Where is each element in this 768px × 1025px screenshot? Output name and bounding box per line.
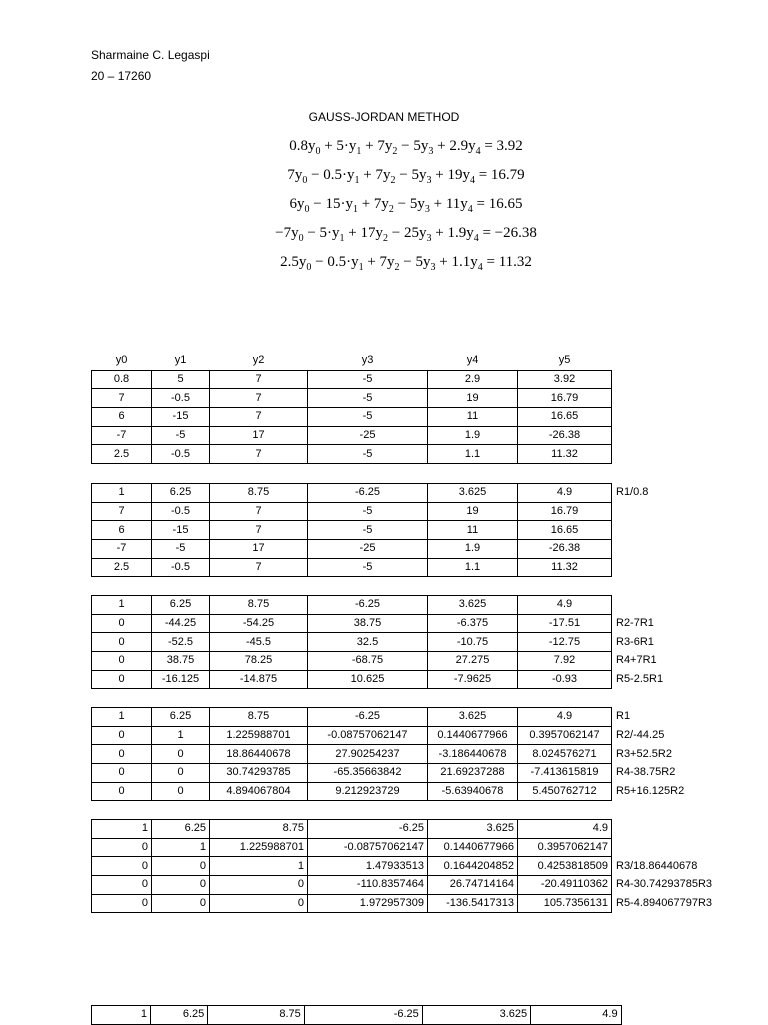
equation-subscript: 3 (428, 146, 433, 157)
equation-term: + 5·y (320, 138, 356, 154)
equation-subscript: 3 (431, 262, 436, 273)
table-cell: -54.25 (210, 614, 308, 633)
table-cell: 0 (92, 876, 152, 895)
table-cell: -17.51 (518, 614, 612, 633)
table-cell: 7 (210, 408, 308, 427)
equation-term: 7y (287, 167, 302, 183)
equation-subscript: 3 (425, 204, 430, 215)
table-cell: 1.225988701 (210, 838, 308, 857)
table-cell: 16.79 (518, 389, 612, 408)
table-cell: 11.32 (518, 558, 612, 577)
table-cell: 0.3957062147 (518, 726, 612, 745)
table-cell: 0 (92, 652, 152, 671)
table-cell: 0.1440677966 (428, 726, 518, 745)
equation-term: − 5·y (304, 225, 340, 241)
table-cell: 18.86440678 (210, 745, 308, 764)
matrix-table (91, 352, 762, 464)
table-cell: 0.8 (92, 370, 152, 389)
table-row (92, 558, 762, 577)
table-cell: 16.79 (518, 502, 612, 521)
table-cell: -5 (308, 408, 428, 427)
table-cell: -5 (308, 445, 428, 464)
row-operation: R3-6R1 (612, 633, 762, 652)
equation-term: − 5y (397, 138, 428, 154)
table-cell: 0 (92, 614, 152, 633)
matrix-table (91, 819, 762, 913)
equation (0, 194, 768, 223)
table-cell: -5 (308, 370, 428, 389)
equation-term: + 17y (345, 225, 383, 241)
table-cell: 27.90254237 (308, 745, 428, 764)
table-cell: 11 (428, 408, 518, 427)
table-cell: 5 (152, 370, 210, 389)
row-operation (612, 408, 762, 427)
table-cell: 32.5 (308, 633, 428, 652)
author-name: Sharmaine C. Legaspi (91, 48, 210, 62)
equation-subscript: 4 (474, 233, 479, 244)
table-cell: 6.25 (152, 596, 210, 615)
table-cell: 6.25 (152, 820, 210, 839)
row-operation: R1 (612, 708, 762, 727)
table-row (92, 726, 762, 745)
matrix-table (91, 483, 762, 577)
table-cell: 1 (152, 838, 210, 857)
equation-subscript: 3 (426, 233, 431, 244)
row-operation (612, 426, 762, 445)
table-row (92, 670, 762, 689)
table-cell: 0 (92, 745, 152, 764)
table-cell: -14.875 (210, 670, 308, 689)
table-cell: -0.5 (152, 445, 210, 464)
equation-subscript: 2 (389, 204, 394, 215)
column-header: y1 (152, 352, 210, 370)
table-cell: 3.625 (428, 820, 518, 839)
table-cell: 1.1 (428, 445, 518, 464)
table-cell: 0.1644204852 (428, 857, 518, 876)
row-operation (621, 1006, 768, 1025)
equation-subscript: 1 (353, 204, 358, 215)
equation-term: − 5y (400, 254, 431, 270)
table-cell: 6 (92, 408, 152, 427)
table-cell: -5 (308, 521, 428, 540)
table-cell: -25 (308, 426, 428, 445)
table-cell: 7 (92, 389, 152, 408)
equation-term: − 0.5·y (311, 254, 358, 270)
table-cell: -10.75 (428, 633, 518, 652)
table-row (92, 745, 762, 764)
equation-term: 6y (289, 196, 304, 212)
equation (0, 223, 768, 252)
table-cell: 3.625 (428, 596, 518, 615)
table-cell: -7.9625 (428, 670, 518, 689)
table-cell: 17 (210, 426, 308, 445)
table-cell: 7 (210, 445, 308, 464)
table-cell: 1.47933513 (308, 857, 428, 876)
table-cell: -5 (308, 389, 428, 408)
table-cell: 3.625 (422, 1006, 530, 1025)
equation-subscript: 2 (395, 262, 400, 273)
spacer (612, 352, 762, 370)
table-row (92, 540, 762, 559)
table-cell: 4.9 (531, 1006, 621, 1025)
table-cell: 2.5 (92, 445, 152, 464)
column-header: y2 (210, 352, 308, 370)
table-cell: -3.186440678 (428, 745, 518, 764)
table-cell: 1 (152, 726, 210, 745)
table-cell: -136.5417313 (428, 894, 518, 913)
table-cell: -0.08757062147 (308, 838, 428, 857)
table-cell: 1.972957309 (308, 894, 428, 913)
table-cell: 8.75 (210, 596, 308, 615)
table-cell: 16.65 (518, 408, 612, 427)
row-operation (612, 502, 762, 521)
table-cell: 4.9 (518, 484, 612, 503)
table-cell: 3.625 (428, 708, 518, 727)
column-header: y4 (428, 352, 518, 370)
equation-subscript: 1 (340, 233, 345, 244)
equation-term: 2.5y (280, 254, 306, 270)
table-row (92, 426, 762, 445)
equation (0, 136, 768, 165)
equation-term: = 16.79 (475, 167, 525, 183)
table-cell: 19 (428, 502, 518, 521)
table-cell: -65.35663842 (308, 764, 428, 783)
equation-subscript: 2 (391, 175, 396, 186)
table-cell: -0.5 (152, 558, 210, 577)
row-operation (612, 838, 762, 857)
row-operation (612, 389, 762, 408)
table-cell: 1 (92, 484, 152, 503)
table-row (92, 484, 762, 503)
table-cell: 8.75 (210, 484, 308, 503)
table-cell: 78.25 (210, 652, 308, 671)
table-row (92, 521, 762, 540)
column-header: y3 (308, 352, 428, 370)
table-row (92, 389, 762, 408)
table-cell: 0 (92, 894, 152, 913)
table-cell: 4.9 (518, 596, 612, 615)
table-cell: -44.25 (152, 614, 210, 633)
matrix-table (91, 1005, 768, 1025)
table-cell: 27.275 (428, 652, 518, 671)
table-cell: 30.74293785 (210, 764, 308, 783)
equation-system (0, 136, 768, 281)
table-cell: -0.93 (518, 670, 612, 689)
table-row (92, 370, 762, 389)
table-cell: 1.1 (428, 558, 518, 577)
row-operation: R5+16.125R2 (612, 782, 762, 801)
table-cell: 0.4253818509 (518, 857, 612, 876)
table-cell: 4.9 (518, 708, 612, 727)
table-cell: -0.5 (152, 389, 210, 408)
row-operation (612, 521, 762, 540)
table-cell: 16.65 (518, 521, 612, 540)
table-row (92, 445, 762, 464)
table-cell: 7 (210, 389, 308, 408)
row-operation: R5-4.894067797R3 (612, 894, 762, 913)
table-cell: 2.9 (428, 370, 518, 389)
row-operation (612, 820, 762, 839)
table-row (92, 876, 762, 895)
table-cell: 0.1440677966 (428, 838, 518, 857)
equation-term: = 16.65 (473, 196, 523, 212)
table-row (92, 614, 762, 633)
table-cell: 7.92 (518, 652, 612, 671)
equation-subscript: 3 (426, 175, 431, 186)
table-cell: 1 (92, 820, 152, 839)
equation-subscript: 0 (315, 146, 320, 157)
table-cell: 0 (210, 876, 308, 895)
row-operation: R2/-44.25 (612, 726, 762, 745)
table-cell: 0 (92, 726, 152, 745)
table-cell: -7 (92, 426, 152, 445)
table-cell: 6.25 (152, 484, 210, 503)
table-cell: 1.225988701 (210, 726, 308, 745)
equation-subscript: 0 (304, 204, 309, 215)
matrix-table (91, 595, 762, 689)
table-cell: 0 (152, 857, 210, 876)
row-operation: R4-30.74293785R3 (612, 876, 762, 895)
table-cell: 4.9 (518, 820, 612, 839)
equation-term: − 5y (396, 167, 427, 183)
table-cell: 1 (92, 1006, 151, 1025)
table-cell: 0 (152, 764, 210, 783)
equation-subscript: 4 (470, 175, 475, 186)
table-cell: 17 (210, 540, 308, 559)
column-header: y5 (518, 352, 612, 370)
table-cell: 0 (92, 838, 152, 857)
table-cell: 0 (210, 894, 308, 913)
table-cell: -5 (308, 558, 428, 577)
row-operation (612, 540, 762, 559)
table-cell: -12.75 (518, 633, 612, 652)
table-row (92, 633, 762, 652)
table-cell: 8.75 (210, 820, 308, 839)
equation-term: − 0.5·y (307, 167, 354, 183)
table-row (92, 708, 762, 727)
table-cell: -6.25 (308, 596, 428, 615)
equation-term: = 3.92 (481, 138, 523, 154)
equation (0, 165, 768, 194)
equation-subscript: 0 (306, 262, 311, 273)
table-cell: 7 (210, 370, 308, 389)
table-cell: 0 (92, 670, 152, 689)
table-cell: 105.7356131 (518, 894, 612, 913)
table-row (92, 1006, 768, 1025)
table-row (92, 652, 762, 671)
table-cell: -26.38 (518, 540, 612, 559)
table-row (92, 764, 762, 783)
table-cell: 38.75 (308, 614, 428, 633)
table-cell: -26.38 (518, 426, 612, 445)
table-row (92, 408, 762, 427)
table-cell: -7 (92, 540, 152, 559)
table-cell: -0.08757062147 (308, 726, 428, 745)
table-cell: 0 (152, 876, 210, 895)
row-operation: R2-7R1 (612, 614, 762, 633)
table-cell: 0.3957062147 (518, 838, 612, 857)
table-cell: 0 (92, 857, 152, 876)
equation-term: = 11.32 (483, 254, 532, 270)
table-cell: 2.5 (92, 558, 152, 577)
equation-term: − 25y (388, 225, 426, 241)
table-cell: -5 (308, 502, 428, 521)
table-row (92, 820, 762, 839)
equation-subscript: 4 (468, 204, 473, 215)
table-cell: 7 (210, 558, 308, 577)
matrix-table (91, 707, 762, 801)
table-cell: 9.212923729 (308, 782, 428, 801)
table-cell: -6.25 (308, 820, 428, 839)
table-row (92, 857, 762, 876)
table-cell: -20.49110362 (518, 876, 612, 895)
table-cell: 19 (428, 389, 518, 408)
equation-term: − 5y (394, 196, 425, 212)
table-cell: 1 (92, 596, 152, 615)
equation-subscript: 1 (359, 262, 364, 273)
equation-term: + 7y (358, 196, 389, 212)
equation-subscript: 1 (356, 146, 361, 157)
equation-term: 0.8y (289, 138, 315, 154)
equation-subscript: 0 (302, 175, 307, 186)
table-row (92, 502, 762, 521)
table-cell: -5 (152, 426, 210, 445)
equation-term: + 7y (364, 254, 395, 270)
table-cell: -52.5 (152, 633, 210, 652)
table-cell: 0 (92, 764, 152, 783)
column-header: y0 (92, 352, 152, 370)
table-cell: 8.75 (210, 708, 308, 727)
table-cell: 8.75 (208, 1006, 304, 1025)
table-cell: 26.74714164 (428, 876, 518, 895)
table-cell: 6.25 (152, 708, 210, 727)
table-cell: 11.32 (518, 445, 612, 464)
table-cell: 38.75 (152, 652, 210, 671)
table-cell: 8.024576271 (518, 745, 612, 764)
equation-term: + 2.9y (433, 138, 475, 154)
equation-subscript: 1 (355, 175, 360, 186)
equation-subscript: 2 (392, 146, 397, 157)
equation-term: + 7y (360, 167, 391, 183)
table-row (92, 782, 762, 801)
equation-term: − 15·y (309, 196, 352, 212)
table-cell: 1 (210, 857, 308, 876)
equation-term: + 11y (430, 196, 468, 212)
equation-subscript: 4 (478, 262, 483, 273)
row-operation: R5-2.5R1 (612, 670, 762, 689)
row-operation (612, 558, 762, 577)
row-operation: R4+7R1 (612, 652, 762, 671)
page-title: GAUSS-JORDAN METHOD (0, 110, 768, 124)
equation (0, 252, 768, 281)
table-cell: -0.5 (152, 502, 210, 521)
table-cell: 0 (92, 782, 152, 801)
table-cell: 7 (210, 502, 308, 521)
table-cell: 0 (92, 633, 152, 652)
table-cell: 6 (92, 521, 152, 540)
equation-term: + 1.9y (431, 225, 473, 241)
table-cell: 1 (92, 708, 152, 727)
equation-term: −7y (275, 225, 298, 241)
equation-term: + 1.1y (436, 254, 478, 270)
table-cell: -110.8357464 (308, 876, 428, 895)
table-cell: 0 (152, 894, 210, 913)
table-cell: 21.69237288 (428, 764, 518, 783)
table-cell: 7 (92, 502, 152, 521)
table-cell: 11 (428, 521, 518, 540)
table-cell: 0 (152, 745, 210, 764)
table-cell: 1.9 (428, 426, 518, 445)
table-cell: 4.894067804 (210, 782, 308, 801)
equation-term: + 19y (431, 167, 469, 183)
table-cell: 6.25 (150, 1006, 207, 1025)
equation-subscript: 0 (299, 233, 304, 244)
table-cell: -5.63940678 (428, 782, 518, 801)
table-cell: 1.9 (428, 540, 518, 559)
table-cell: -6.375 (428, 614, 518, 633)
table-row (92, 838, 762, 857)
table-cell: -6.25 (308, 708, 428, 727)
equation-term: = −26.38 (479, 225, 537, 241)
table-cell: 10.625 (308, 670, 428, 689)
table-cell: -45.5 (210, 633, 308, 652)
table-cell: -25 (308, 540, 428, 559)
table-cell: 7 (210, 521, 308, 540)
equation-term: + 7y (361, 138, 392, 154)
row-operation: R3/18.86440678 (612, 857, 762, 876)
table-cell: 0 (152, 782, 210, 801)
table-row (92, 894, 762, 913)
table-row (92, 596, 762, 615)
equation-subscript: 2 (383, 233, 388, 244)
row-operation: R4-38.75R2 (612, 764, 762, 783)
row-operation: R3+52.5R2 (612, 745, 762, 764)
equation-subscript: 4 (476, 146, 481, 157)
row-operation: R1/0.8 (612, 484, 762, 503)
row-operation (612, 596, 762, 615)
table-cell: -7.413615819 (518, 764, 612, 783)
table-cell: -6.25 (304, 1006, 422, 1025)
row-operation (612, 370, 762, 389)
table-cell: 3.92 (518, 370, 612, 389)
table-cell: -68.75 (308, 652, 428, 671)
row-operation (612, 445, 762, 464)
table-cell: -16.125 (152, 670, 210, 689)
table-cell: -15 (152, 521, 210, 540)
table-cell: 5.450762712 (518, 782, 612, 801)
table-cell: 3.625 (428, 484, 518, 503)
table-cell: -15 (152, 408, 210, 427)
table-cell: -6.25 (308, 484, 428, 503)
table-cell: -5 (152, 540, 210, 559)
student-id: 20 – 17260 (91, 69, 151, 83)
